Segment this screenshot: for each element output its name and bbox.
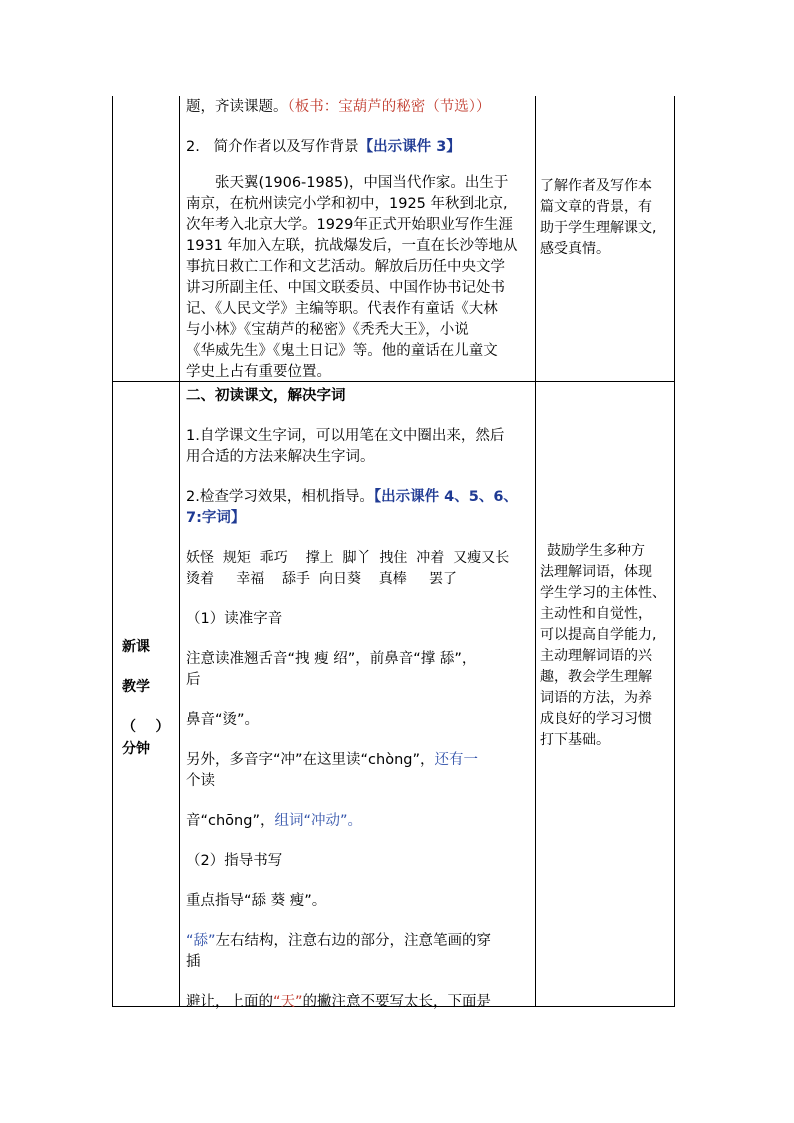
paragraph-author-intro: 2. 简介作者以及写作背景【出示课件 3】 (186, 139, 461, 155)
section-label-line2: 教学 (122, 679, 150, 695)
paragraph-author-bio: 张天翼(1906-1985)，中国当代作家。出生于 南京，在杭州读完小学和初中，1925 年秋到北京, 次年考入北京大学。1929年正式开始职业写作生涯 1931 年加入左联，抗战爆发后，一直在长沙等地从 事抗日救亡工作和文艺活动。解放后历任中央文学 讲习所副主任、中国文联委员、中国作协书记处书 记、《人民文学》主编等职。代表作有童话《大林 与小林》《宝葫芦的秘密》《秃秃大王》，小说 《华威先生》《鬼土日记》等。他的童话在儿童文 学史上占有重要位置。 (186, 175, 518, 380)
table-border-col2 (535, 96, 536, 1007)
section-label-line4: 分钟 (122, 741, 150, 757)
table-border-left (112, 96, 113, 1007)
paragraph-title-reading: 题，齐读课题。（板书：宝葫芦的秘密（节选）） (186, 99, 491, 115)
subheading-pronunciation: （1）读准字音 (186, 611, 283, 627)
vocabulary-list: 妖怪 规矩 乖巧 撑上 脚丫 拽住 冲着 又瘦又长 烫着 幸福 舔手 向日葵 真棒 罢了 (186, 550, 510, 587)
step-self-study: 1.自学课文生字词，可以用笔在文中圈出来，然后 用合适的方法来解决生字词。 (186, 428, 505, 465)
courseware-tag: 【出示课件 4、5、6、 (373, 489, 518, 505)
paragraph-tian-guide: “舔”左右结构，注意右边的部分，注意笔画的穿 插 (186, 933, 492, 970)
table-border-right (674, 96, 675, 1007)
board-writing: （板书：宝葫芦的秘密（节选）） (287, 99, 491, 115)
paragraph-pronunciation: 注意读准翘舌音“拽 瘦 绍”，前鼻音“撑 舔”， 后 (186, 651, 477, 688)
step-check: 2.检查学习效果，相机指导。【出示课件 4、5、6、 7:字词】 (186, 489, 518, 526)
paragraph-polyphone: 另外，多音字“冲”在这里读“chòng”，还有一 个读 (186, 752, 478, 789)
design-note-2: 鼓励学生多种方 法理解词语，体现 学生学习的主体性、 主动性和自觉性， 可以提高自学能力, 主动理解词语的兴 趣，教会学生理解 词语的方法，为养 成良好的学习习惯 打下基础。 (540, 543, 666, 748)
section-label-line3: （ ） (122, 719, 170, 735)
design-note-1: 了解作者及写作本 篇文章的背景，有 助于学生理解课文, 感受真情。 (540, 178, 657, 257)
table-border-col1 (179, 96, 180, 1007)
section-label-line1: 新课 (122, 639, 150, 655)
courseware-tag: 【出示课件 3】 (358, 139, 461, 155)
content-section-2: 二、初读课文，解决字词 1.自学课文生字词，可以用笔在文中圈出来，然后 用合适的方法来解决生字词。 2.检查学习效果，相机指导。【出示课件 4、5、6、 7:字词】 妖怪 规矩 乖巧 撑上 脚丫 拽住 冲着 又瘦又长 烫着 幸福 舔手 向日葵 真棒 罢了 （1）读准字音 注意读准翘舌音“拽 瘦 绍”，前鼻音“撑 舔”， 后 鼻音“烫”。 另外，多音字“冲”在这里读“chòng”，还有一 个读 音“chōng”，组词“冲动”。 （2）指导书写 重点指导“舔 葵 瘦”。 “舔”左右结构，注意右边的部分，注意笔画的穿 插 避让，上面的“天”的撇注意不要写太长，下面是 (186, 386, 534, 1013)
content-section-1 (186, 97, 534, 383)
section-heading: 二、初读课文，解决字词 (186, 388, 346, 404)
subheading-writing: （2）指导书写 (186, 853, 283, 869)
paragraph-writing-focus: 重点指导“舔 葵 瘦”。 (186, 893, 327, 909)
